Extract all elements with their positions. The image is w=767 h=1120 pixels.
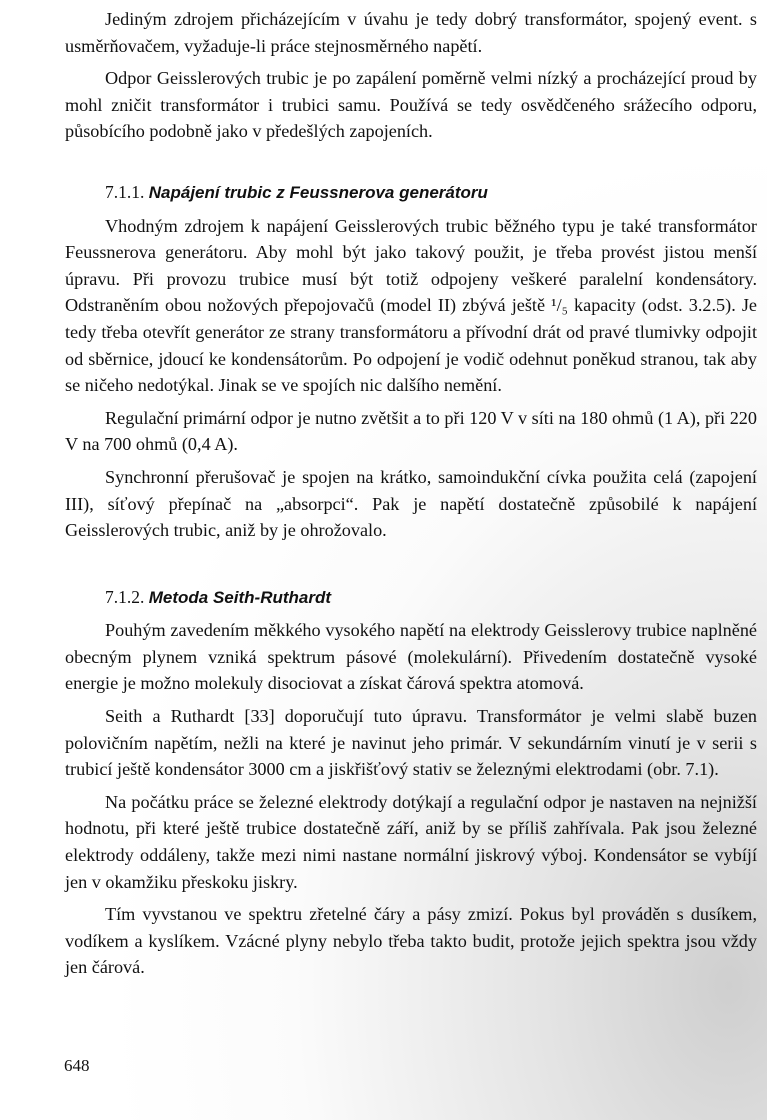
section-712-paragraph-3: Na počátku práce se železné elektrody dotýkají a regulační odpor je nastaven na nejnižší hodnotu, při které ještě trubice dostatečně září, aniž by se příliš zahřívala. Pak jsou železné elektrody oddáleny, takže mezi nimi nastane normální jiskrový výboj. Kondensátor se vybíjí jen v okamžiku přeskoku jiskry. [65, 791, 757, 892]
section-title: Napájení trubic z Feussnerova generátoru [148, 182, 488, 202]
section-712-paragraph-1: Pouhým zavedením měkkého vysokého napětí na elektrody Geisslerovy trubice naplněné obecným plynem vzniká spektrum pásové (molekulární). Přivedením dostatečně vysoké energie je možno molekuly disociovat a získat čárová spektra atomová. [65, 620, 757, 694]
section-712-paragraph-2: Seith a Ruthardt [33] doporučují tuto úpravu. Transformátor je velmi slabě buzen polovičním napětím, nežli na které je navinut jeho primár. V sekundárním vinutí je v serii s trubicí ještě kondensátor 3000 cm a jiskřišťový stativ se železnými elektrodami (obr. 7.1). [65, 706, 757, 780]
section-title: Metoda Seith-Ruthardt [148, 587, 332, 607]
section-heading-711 [65, 179, 757, 207]
section-711-paragraph-1: Vhodným zdrojem k napájení Geisslerových trubic běžného typu je také transformátor Feussnerova generátoru. Aby mohl být jako takový použit, je třeba provést jistou menší úpravu. Při provozu trubice musí být totiž odpojeny veškeré paralelní kondensátory. Odstraněním obou nožových přepojovačů (model II) zbývá ještě ¹/₅ kapacity (odst. 3.2.5). Je tedy třeba otevřít generátor ze strany transformátoru a přívodní drát od pravé tlumivky odpojit od sběrnice, jdoucí ke kondensátorům. Po odpojení je vodič odehnut poněkud stranou, tak aby se ničeho nedotýkal. Jinak se ve spojích nic dalšího nemění. [65, 215, 757, 396]
section-712-paragraph-4: Tím vyvstanou ve spektru zřetelné čáry a pásy zmizí. Pokus byl prováděn s dusíkem, vodíkem a kyslíkem. Vzácné plyny nebylo třeba takto budit, protože jejich spektra jsou vždy jen čárová. [65, 904, 757, 978]
section-711-paragraph-2: Regulační primární odpor je nutno zvětšit a to při 120 V v síti na 180 ohmů (1 A), při 220 V na 700 ohmů (0,4 A). [65, 407, 757, 455]
intro-paragraph-2: Odpor Geisslerových trubic je po zapálení poměrně velmi nízký a procházející proud by mohl zničit transformátor i trubici samu. Používá se tedy osvědčeného srážecího odporu, působícího podobně jako v předešlých zapojeních. [65, 68, 757, 142]
section-number: 7.1.1. [105, 181, 145, 202]
intro-paragraph-1: Jediným zdrojem přicházejícím v úvahu je tedy dobrý transformátor, spojený event. s usměrňovačem, vyžaduje-li práce stejnosměrného napětí. [65, 9, 757, 56]
section-number: 7.1.2. [105, 586, 145, 607]
page-number: 648 [64, 1056, 90, 1075]
document-page [65, 6, 757, 981]
section-heading-712 [65, 584, 757, 612]
section-711-paragraph-3: Synchronní přerušovač je spojen na krátko, samoindukční cívka použita celá (zapojení III), síťový přepínač na „absorpci“. Pak je napětí dostatečně způsobilé k napájení Geisslerových trubic, aniž by je ohrožovalo. [65, 466, 757, 541]
